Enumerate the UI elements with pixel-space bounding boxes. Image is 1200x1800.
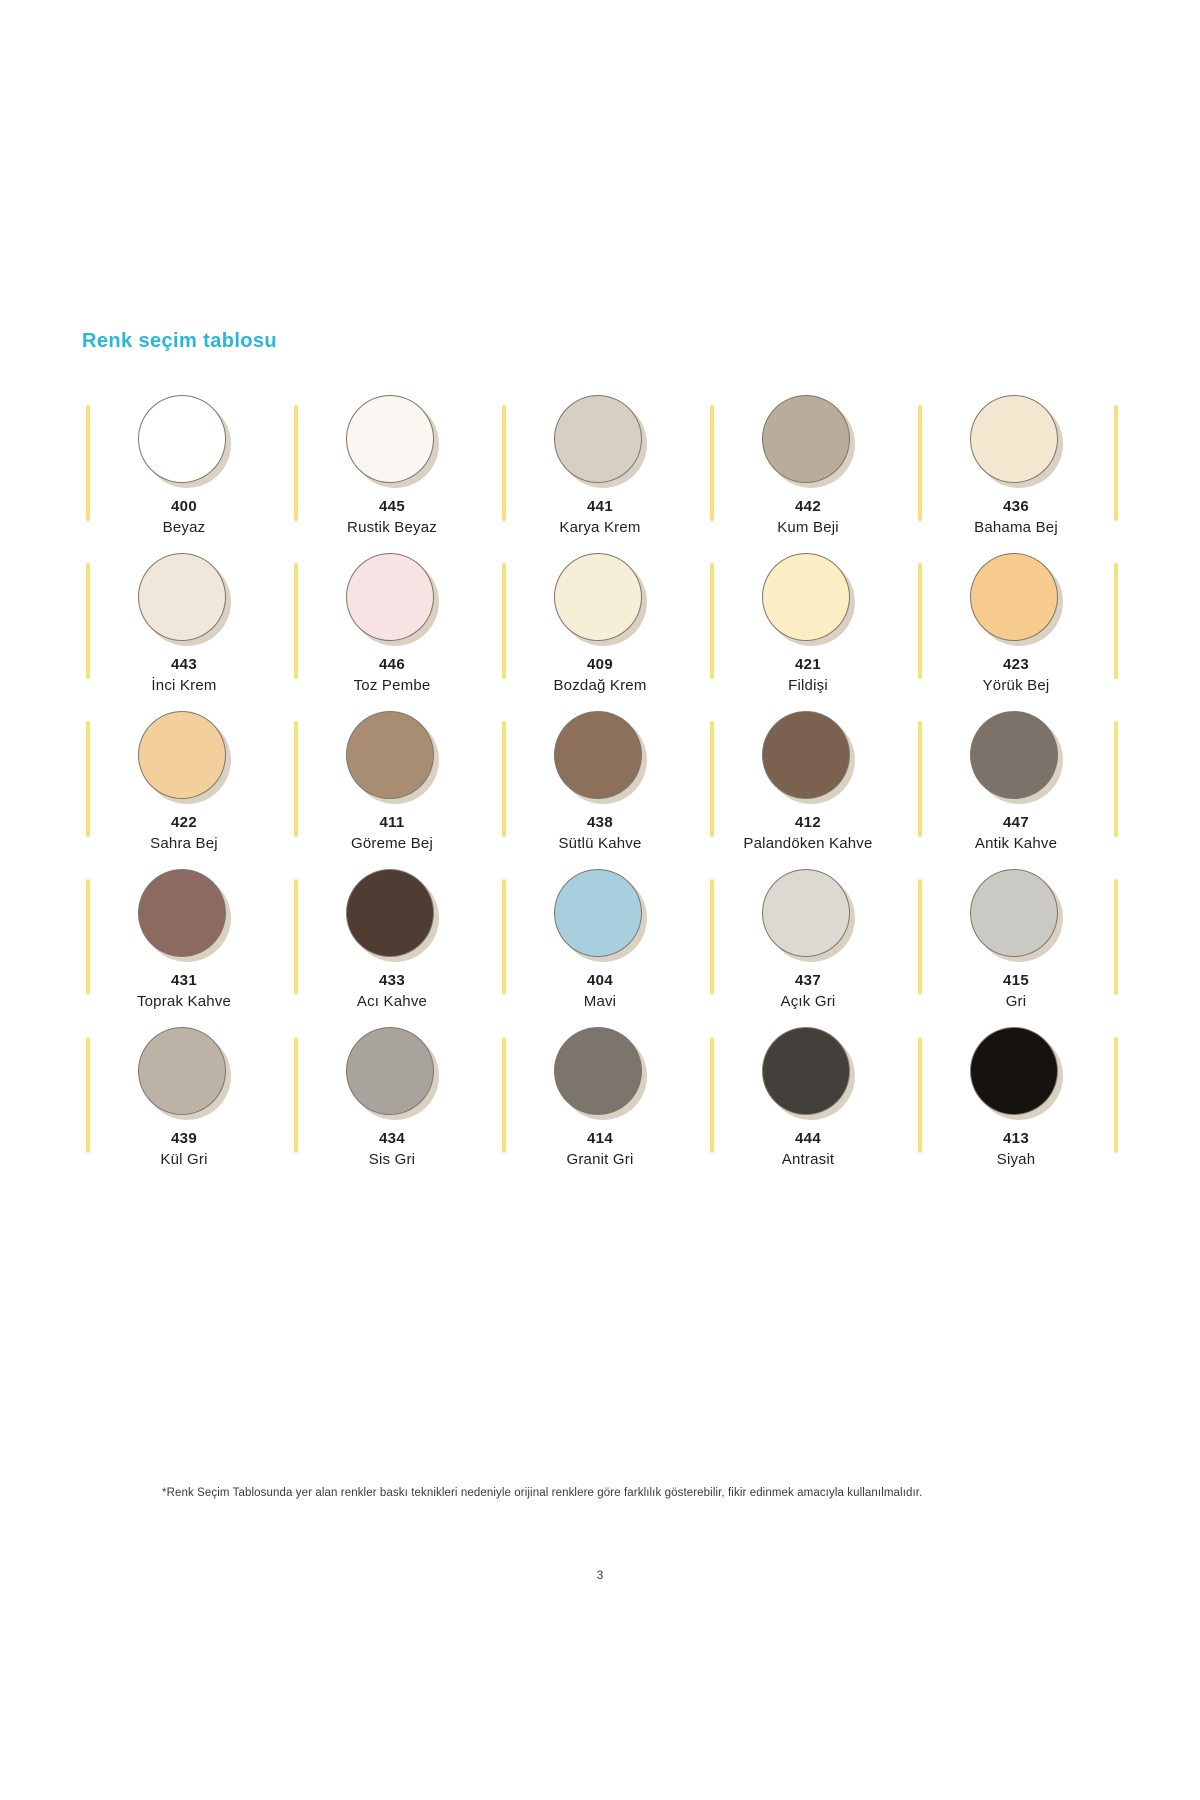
swatch-color-circle[interactable]	[762, 1027, 850, 1115]
swatch-code: 442	[795, 498, 821, 515]
swatch-code: 433	[379, 972, 405, 989]
swatch-circle-wrap	[346, 553, 438, 645]
swatch-code: 443	[171, 656, 197, 673]
color-swatch-446[interactable]	[288, 549, 496, 701]
swatch-circle-wrap	[138, 711, 230, 803]
swatch-code: 412	[795, 814, 821, 831]
swatch-name: Bahama Bej	[974, 519, 1058, 536]
color-swatch-409[interactable]	[496, 549, 704, 701]
color-swatch-423[interactable]	[912, 549, 1120, 701]
swatch-name: Sahra Bej	[150, 835, 218, 852]
swatch-circle-wrap	[970, 395, 1062, 487]
swatch-code: 431	[171, 972, 197, 989]
swatch-color-circle[interactable]	[970, 711, 1058, 799]
swatch-name: Göreme Bej	[350, 835, 434, 852]
swatch-color-circle[interactable]	[138, 1027, 226, 1115]
swatch-name: Beyaz	[162, 519, 206, 536]
color-swatch-413[interactable]	[912, 1023, 1120, 1175]
swatch-code: 421	[795, 656, 821, 673]
color-swatch-443[interactable]	[80, 549, 288, 701]
swatch-color-circle[interactable]	[346, 553, 434, 641]
swatch-circle-wrap	[346, 1027, 438, 1119]
swatch-color-circle[interactable]	[554, 711, 642, 799]
swatch-circle-wrap	[138, 395, 230, 487]
swatch-code: 439	[171, 1130, 197, 1147]
swatch-circle-wrap	[554, 711, 646, 803]
color-swatch-437[interactable]	[704, 865, 912, 1017]
swatch-color-circle[interactable]	[138, 711, 226, 799]
swatch-name: Kum Beji	[777, 519, 839, 536]
swatch-name: Toz Pembe	[353, 677, 431, 694]
swatch-code: 438	[587, 814, 613, 831]
color-swatch-439[interactable]	[80, 1023, 288, 1175]
swatch-name: Antrasit	[781, 1151, 835, 1168]
swatch-circle-wrap	[554, 869, 646, 961]
swatch-circle-wrap	[762, 395, 854, 487]
swatch-name: Toprak Kahve	[136, 993, 232, 1010]
swatch-name: Yörük Bej	[982, 677, 1050, 694]
swatch-circle-wrap	[762, 553, 854, 645]
color-swatch-438[interactable]	[496, 707, 704, 859]
color-swatch-415[interactable]	[912, 865, 1120, 1017]
footnote-text: *Renk Seçim Tablosunda yer alan renkler baskı teknikleri nedeniyle orijinal renklere göre farklılık gösterebilir, fikir edinmek amacıyla kullanılmalıdır.	[162, 1487, 923, 1499]
swatch-name: Granit Gri	[566, 1151, 634, 1168]
swatch-color-circle[interactable]	[970, 553, 1058, 641]
swatch-color-circle[interactable]	[970, 395, 1058, 483]
swatch-name: Rustik Beyaz	[347, 519, 437, 536]
swatch-color-circle[interactable]	[346, 395, 434, 483]
swatch-color-circle[interactable]	[762, 553, 850, 641]
color-swatch-grid	[80, 391, 1120, 1175]
page-title: Renk seçim tablosu	[82, 330, 278, 352]
swatch-name: Acı Kahve	[356, 993, 428, 1010]
swatch-name: Sis Gri	[368, 1151, 416, 1168]
color-swatch-411[interactable]	[288, 707, 496, 859]
swatch-code: 444	[795, 1130, 821, 1147]
swatch-circle-wrap	[346, 711, 438, 803]
swatch-circle-wrap	[762, 1027, 854, 1119]
swatch-code: 441	[587, 498, 613, 515]
swatch-circle-wrap	[762, 711, 854, 803]
swatch-color-circle[interactable]	[138, 553, 226, 641]
swatch-code: 400	[171, 498, 197, 515]
swatch-circle-wrap	[970, 553, 1062, 645]
swatch-name: Sütlü Kahve	[558, 835, 642, 852]
swatch-color-circle[interactable]	[138, 869, 226, 957]
swatch-color-circle[interactable]	[138, 395, 226, 483]
color-swatch-447[interactable]	[912, 707, 1120, 859]
swatch-color-circle[interactable]	[346, 711, 434, 799]
color-swatch-422[interactable]	[80, 707, 288, 859]
swatch-code: 434	[379, 1130, 405, 1147]
color-swatch-414[interactable]	[496, 1023, 704, 1175]
swatch-circle-wrap	[970, 1027, 1062, 1119]
swatch-code: 422	[171, 814, 197, 831]
color-swatch-445[interactable]	[288, 391, 496, 543]
swatch-circle-wrap	[554, 1027, 646, 1119]
swatch-name: Mavi	[583, 993, 617, 1010]
color-swatch-441[interactable]	[496, 391, 704, 543]
swatch-code: 409	[587, 656, 613, 673]
color-swatch-431[interactable]	[80, 865, 288, 1017]
swatch-circle-wrap	[346, 869, 438, 961]
swatch-code: 436	[1003, 498, 1029, 515]
swatch-color-circle[interactable]	[346, 1027, 434, 1115]
color-swatch-434[interactable]	[288, 1023, 496, 1175]
swatch-circle-wrap	[138, 869, 230, 961]
swatch-code: 447	[1003, 814, 1029, 831]
color-chart-sheet	[80, 330, 1120, 1582]
swatch-color-circle[interactable]	[970, 1027, 1058, 1115]
color-swatch-404[interactable]	[496, 865, 704, 1017]
swatch-name: İnci Krem	[151, 677, 217, 694]
swatch-name: Kül Gri	[160, 1151, 208, 1168]
swatch-color-circle[interactable]	[554, 869, 642, 957]
swatch-code: 413	[1003, 1130, 1029, 1147]
swatch-circle-wrap	[762, 869, 854, 961]
swatch-name: Palandöken Kahve	[743, 835, 873, 852]
color-swatch-400[interactable]	[80, 391, 288, 543]
swatch-code: 423	[1003, 656, 1029, 673]
swatch-name: Karya Krem	[559, 519, 641, 536]
swatch-name: Gri	[1005, 993, 1027, 1010]
swatch-name: Bozdağ Krem	[553, 677, 647, 694]
swatch-name: Fildişi	[788, 677, 828, 694]
swatch-circle-wrap	[554, 395, 646, 487]
swatch-code: 446	[379, 656, 405, 673]
color-swatch-433[interactable]	[288, 865, 496, 1017]
swatch-code: 414	[587, 1130, 613, 1147]
swatch-code: 445	[379, 498, 405, 515]
swatch-circle-wrap	[346, 395, 438, 487]
swatch-circle-wrap	[970, 869, 1062, 961]
page-number: 3	[596, 1568, 604, 1582]
swatch-code: 437	[795, 972, 821, 989]
swatch-color-circle[interactable]	[762, 395, 850, 483]
swatch-color-circle[interactable]	[554, 395, 642, 483]
color-swatch-442[interactable]	[704, 391, 912, 543]
swatch-code: 404	[587, 972, 613, 989]
swatch-color-circle[interactable]	[554, 1027, 642, 1115]
swatch-color-circle[interactable]	[346, 869, 434, 957]
swatch-circle-wrap	[138, 1027, 230, 1119]
swatch-circle-wrap	[138, 553, 230, 645]
swatch-color-circle[interactable]	[762, 869, 850, 957]
color-swatch-444[interactable]	[704, 1023, 912, 1175]
color-swatch-436[interactable]	[912, 391, 1120, 543]
color-swatch-421[interactable]	[704, 549, 912, 701]
swatch-circle-wrap	[554, 553, 646, 645]
swatch-color-circle[interactable]	[970, 869, 1058, 957]
swatch-name: Siyah	[996, 1151, 1036, 1168]
swatch-name: Antik Kahve	[974, 835, 1058, 852]
swatch-color-circle[interactable]	[554, 553, 642, 641]
swatch-code: 415	[1003, 972, 1029, 989]
swatch-circle-wrap	[970, 711, 1062, 803]
swatch-code: 411	[379, 814, 405, 831]
color-swatch-412[interactable]	[704, 707, 912, 859]
swatch-color-circle[interactable]	[762, 711, 850, 799]
swatch-name: Açık Gri	[780, 993, 836, 1010]
